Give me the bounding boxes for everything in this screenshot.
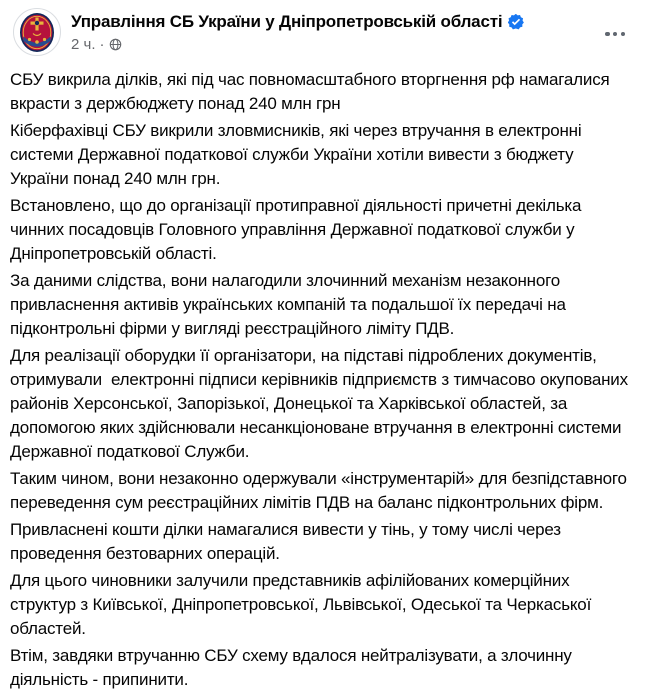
page-name-row <box>71 12 524 32</box>
post-paragraph: Таким чином, вони незаконно одержували «інструментарій» для безпідставного переведення сум реєстраційних лімітів ПДВ на баланс підконтрольних фірм. <box>10 469 632 512</box>
ellipsis-more-icon <box>613 32 617 36</box>
header-info <box>71 8 524 53</box>
post-paragraph: Кіберфахівці СБУ викрили зловмисників, які через втручання в електронні системи Державної податкової служби України хотіли вивести з бюджету України понад 240 млн грн. <box>10 121 586 188</box>
post-paragraph: Для реалізації оборудки її організатори, на підставі підроблених документів, отримували електронні підписи керівників підприємств з тимчасово окупованих районів Херсонської, Запорізької, Донецької та Харківської областей, за допомогою яких здійснювали несанкціоноване втручання в електронні системи Державної податкової Служби. <box>10 346 633 461</box>
post-timestamp[interactable]: 2 ч. <box>71 36 96 53</box>
post-text-body <box>0 56 647 692</box>
meta-separator: · <box>99 36 105 53</box>
post-paragraph: СБУ викрила ділків, які під час повномасштабного вторгнення рф намагалися вкрасти з держбюджету понад 240 млн грн <box>10 70 615 113</box>
ellipsis-more-icon <box>621 32 625 36</box>
post-paragraph: Встановлено, що до організації протиправної діяльності причетні декілька чинних посадовців Головного управління Державної податкової служби у Дніпропетровській області. <box>10 196 586 263</box>
page-name-link[interactable]: Управління СБ України у Дніпропетровській області <box>71 12 503 31</box>
more-options-button[interactable] <box>599 24 631 44</box>
post-header <box>0 0 647 56</box>
post-paragraph: Привласнені кошти ділки намагалися вивести у тінь, у тому числі через проведення безтоварних операцій. <box>10 520 566 563</box>
post-paragraph: Для цього чиновники залучили представників афілійованих комерційних структур з Київської, Дніпропетровської, Львівської, Одеської та Черкаської областей. <box>10 571 596 638</box>
ellipsis-more-icon <box>605 32 609 36</box>
sbu-emblem-logo <box>13 8 61 56</box>
page-avatar[interactable] <box>13 8 61 56</box>
globe-icon <box>109 38 122 51</box>
post-meta-row <box>71 36 524 53</box>
verified-badge-icon <box>508 14 524 30</box>
post-paragraph: За даними слідства, вони налагодили злочинний механізм незаконного привласнення активів українських компаній та подальшої їх передачі на підконтрольні фірми у вигляді реєстраційного ліміту ПДВ. <box>10 271 571 338</box>
post-paragraph: Втім, завдяки втручанню СБУ схему вдалося нейтралізувати, а злочинну діяльність - припинити. <box>10 646 577 689</box>
